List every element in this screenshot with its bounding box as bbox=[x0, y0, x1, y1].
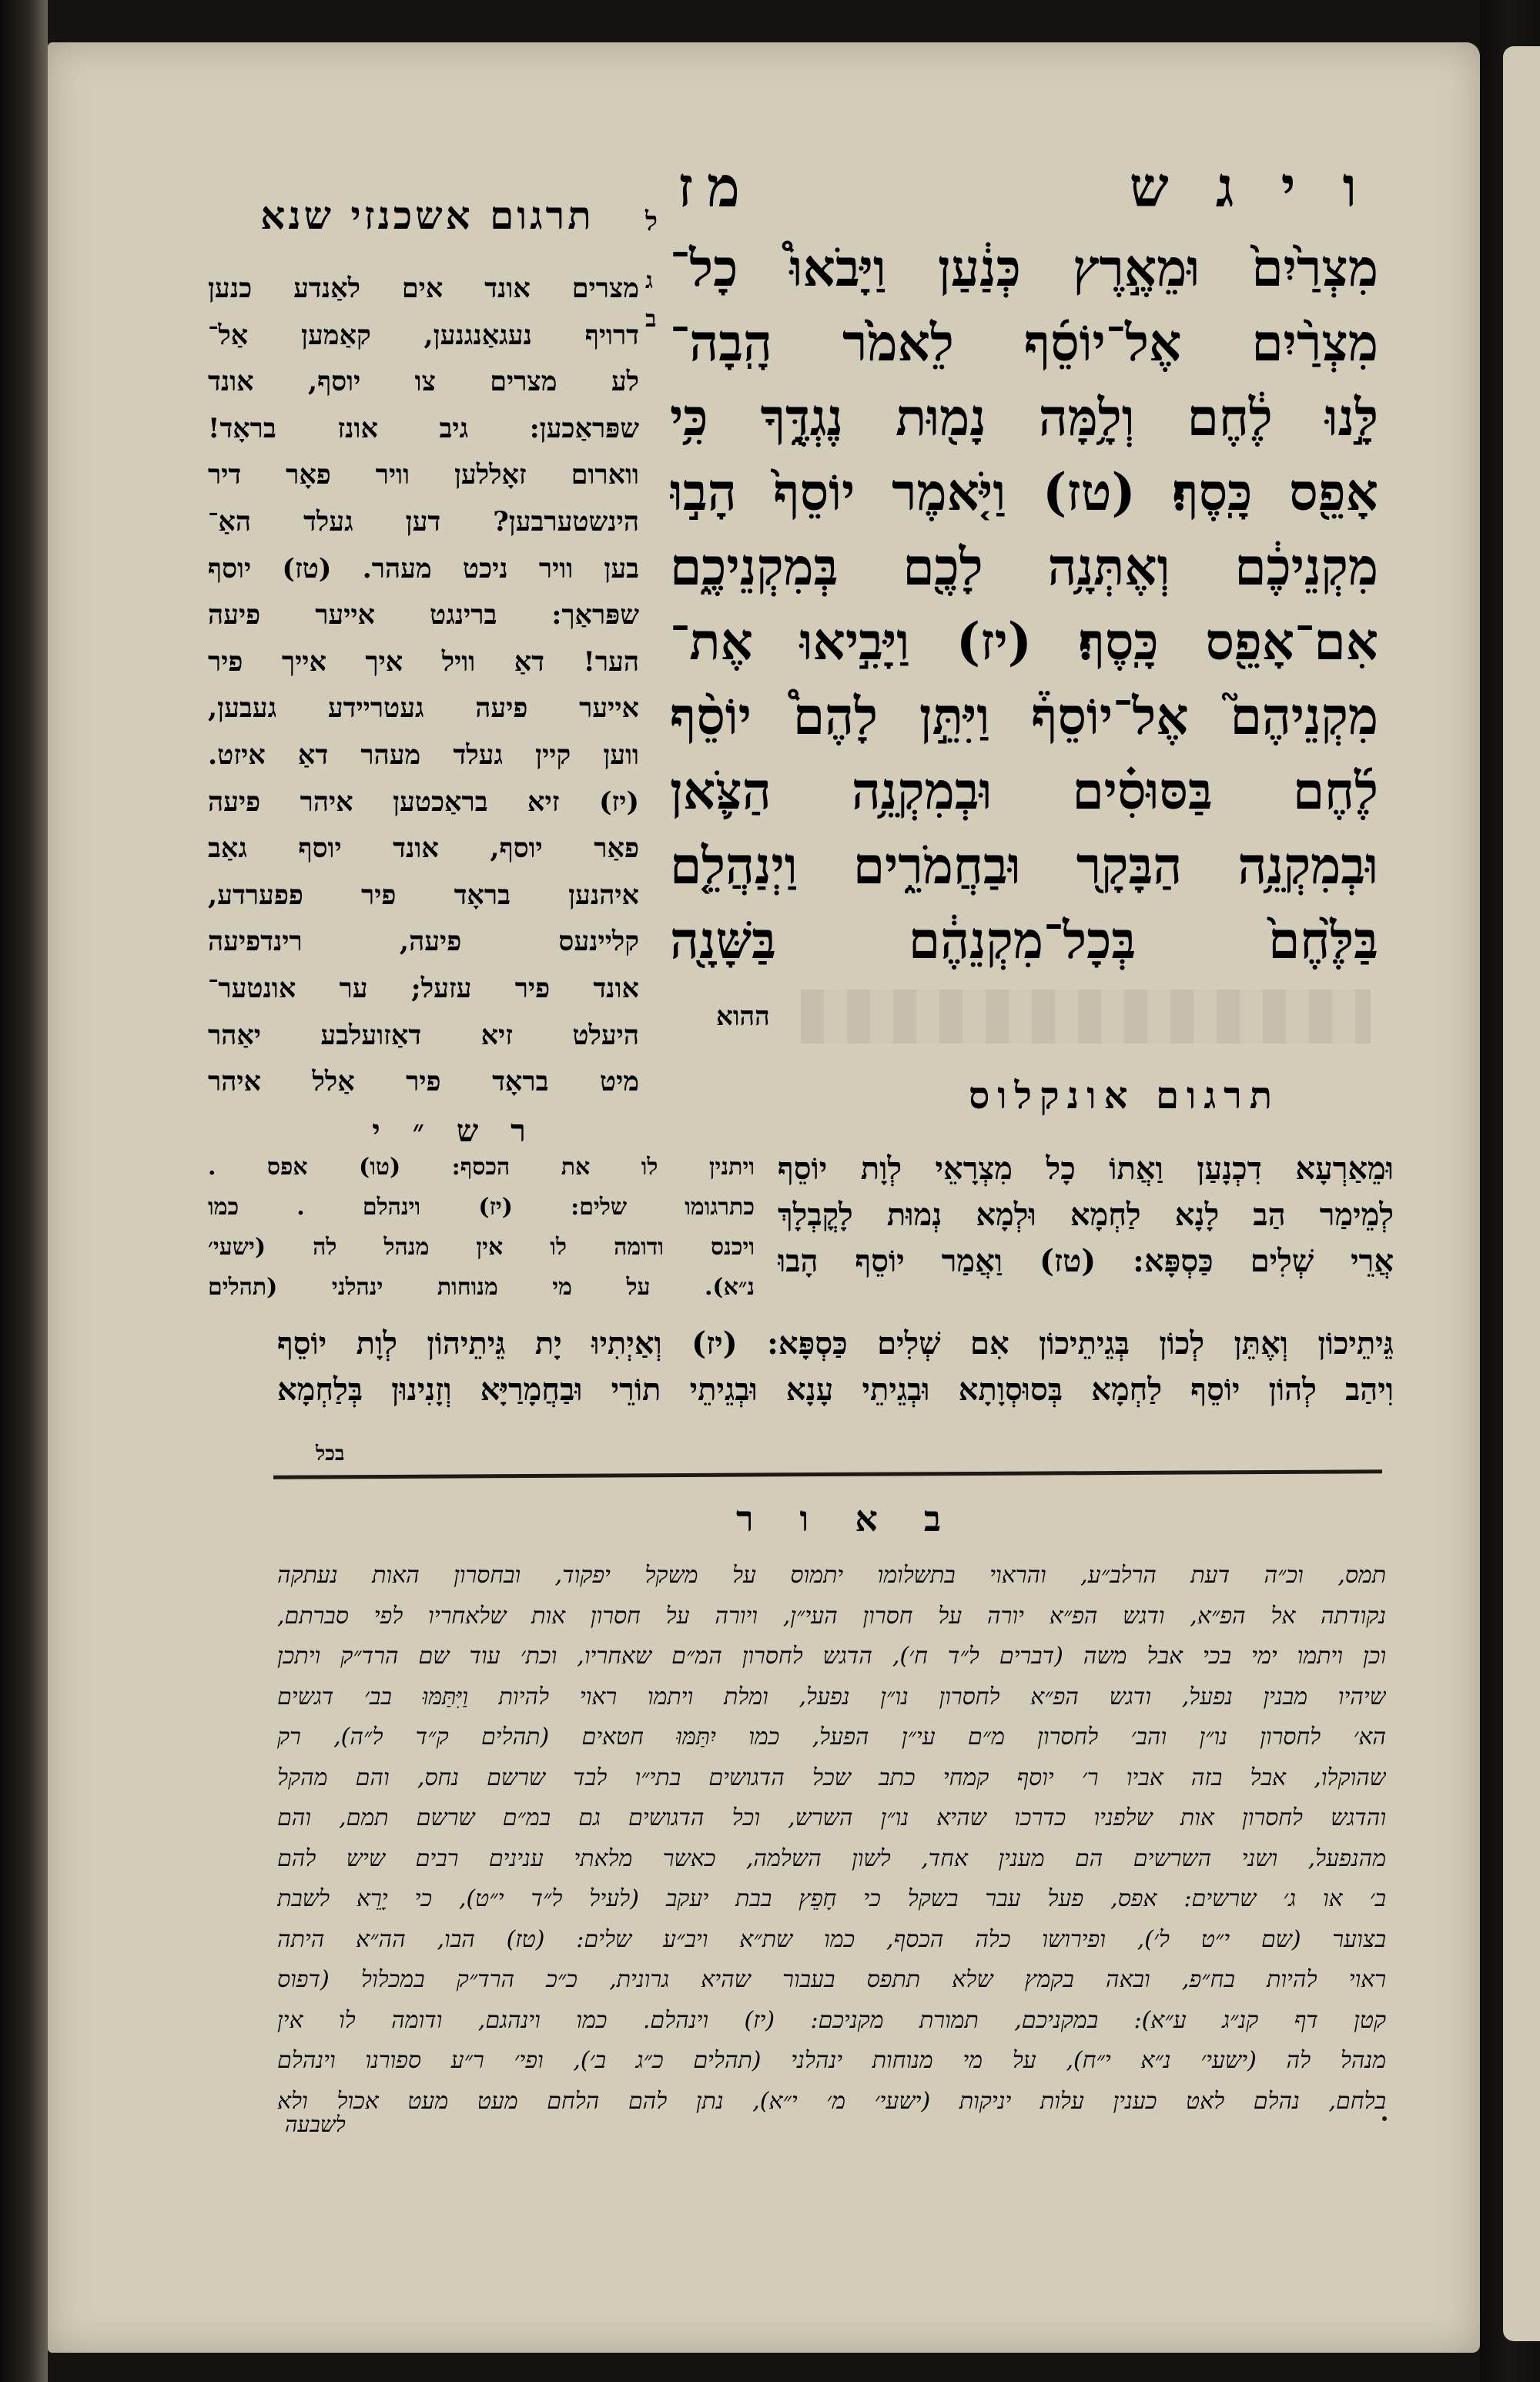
targum-line: שפּראַכען: גיב אונז בראָד! bbox=[208, 412, 639, 444]
biur-line: הא׳ לחסרון נו״ן והב׳ לחסרון מ״ם עי״ן הפעל, כמו יִתַּמּוּ חטאים (תהלים ק״ד ל״ה), רק bbox=[277, 1724, 1386, 1750]
biur-line: מנהל לה (ישעי׳ נ״א י״ח), על מי מנוחות ינהלני (תהלים כ״ג ב׳), ופי׳ ר״ע ספורנו וינהלם bbox=[277, 2047, 1386, 2074]
onkelos-line: וִיהַב לְהוֹן יוֹסֵף לַחְמָא בְּסוּסְוָתָא וּבְגֵיתֵי עָנָא וּבְגֵיתֵי תוֹרֵי וּבַחֲמָרַיָּא וְזָנִינוּן בְּלַחְמָא bbox=[277, 1372, 1394, 1408]
targum-line: היעלט זיא דאַזועלבע יאַהר bbox=[208, 1019, 639, 1051]
verse-mark: ב bbox=[645, 306, 657, 333]
verse-marks bbox=[645, 262, 656, 339]
onkelos-line: אֲרֵי שְׁלִים כַּסְפָּא: (טז) וַאֲמַר יוֹסֵף הָבוּ bbox=[778, 1243, 1394, 1279]
targum-line: קליינעס פיעה, רינדפיעה bbox=[208, 926, 639, 958]
onkelos-text-full-width bbox=[277, 1321, 1394, 1413]
biur-line: ראוי להיות בח״פ, ובאה בקמץ שלא תתפס בעבור שהיא גרונית, כ״כ הרד״ק במכלול (דפוס bbox=[277, 1966, 1386, 1993]
torah-line: וּבְמִקְנֵ֥ה הַבָּקָ֖ר וּבַחֲמֹרִ֑ים וַיְנַהֲלֵ֤ם bbox=[670, 836, 1378, 896]
targum-line: הער! דאַ וויל איך אייך פיר bbox=[208, 645, 639, 678]
verse-mark: ג bbox=[645, 267, 653, 294]
torah-line: בַּלֶּ֙חֶם֙ בְּכָל־מִקְנֵהֶ֔ם בַּשָּׁנָ֖ה bbox=[670, 910, 1378, 970]
targum-line: ווארום זאָללען וויר פאָר דיר bbox=[208, 459, 639, 491]
torah-line: מִקְנֵיכֶ֔ם וְאֶתְּנָ֥ה לָכֶ֖ם בְּמִקְנֵיכֶ֑ם bbox=[670, 537, 1378, 597]
biur-line: והדגש לחסרון אות שלפניו כדרכו שהיא נו״ן השרש, וכל הדגושים גם במ״ם שרשם תמם, והם bbox=[277, 1804, 1386, 1831]
catchword-hahu: ההוא bbox=[716, 1001, 770, 1032]
targum-line: אייער פיעה געטריידע געבען, bbox=[208, 692, 639, 725]
biur-line: מהנפעל, ושני השרשים הם מענין אחד, לשון השלמה, כאשר מלאתי ענינים רבים שיש להם bbox=[277, 1844, 1386, 1872]
biur-line: נקודתה אל הפ״א, ודגש הפ״א יורה על חסרון העי״ן, ויורה על חסרון אות שלאחריו לפי סברתם, bbox=[277, 1602, 1386, 1630]
targum-ashkenazi-title: תרגום אשכנזי שנא bbox=[260, 193, 594, 238]
targum-line: איהנען בראָד פיר פפערדע, bbox=[208, 879, 639, 911]
torah-line: אִם־אָפֵ֖ס כָּֽסֶף׃ (יז) וַיָּבִ֣יאוּ אֶת־ bbox=[670, 611, 1378, 672]
rashi-line: נ״א). על מי מנוחות ינהלני (תהלים bbox=[208, 1274, 755, 1301]
targum-line: אונד פיר עזעל; ער אונטער־ bbox=[208, 972, 639, 1004]
torah-text bbox=[670, 231, 1378, 978]
next-page-edge bbox=[1503, 46, 1540, 2341]
biur-line: תמס, וכ״ה דעת הרלב״ע, והראוי בתשלומו יתמוס על משקל יפקוד, ובחסרון האות נעתקה bbox=[277, 1562, 1386, 1589]
biur-line: שהוקלו, אבל בזה אביו ר׳ יוסף קמחי כתב שכל הדגושים בתי״ו לבד שרשם נחס, והם מהקל bbox=[277, 1764, 1386, 1791]
targum-line: הינשטערבען? דען געלד האַ־ bbox=[208, 505, 639, 538]
torah-line: מִצְרַ֨יִם אֶל־יוֹסֵ֜ף לֵאמֹ֙ר הָֽבָה־ bbox=[670, 313, 1378, 373]
targum-line: פאַר יוסף, אונד יוסף גאַב bbox=[208, 833, 639, 865]
rashi-title: ר ש ״ י bbox=[372, 1113, 537, 1149]
onkelos-line: לְמֵימַר הַב לָנָא לַחְמָא וּלְמָא נְמוּת לָקֳבְלָךְ bbox=[778, 1197, 1394, 1233]
torah-line: לֶ֜חֶם בַּסּוּסִ֗ים וּבְמִקְנֵ֥ה הַצֹּ֛אן bbox=[670, 761, 1378, 821]
onkelos-title: תרגום אונקלוס bbox=[968, 1074, 1281, 1117]
targum-line: מיט בראָד פיר אַלל איהר bbox=[208, 1066, 639, 1098]
biur-line: ב׳ או ג׳ שרשים: אפס, פעל עבר בשקל כי חָפֵץ בבת יעקב (לעיל ל״ד י״ט), כי יָרֵא לשבת bbox=[277, 1885, 1386, 1912]
rashi-line: ויכנס ודומה לו אין מנהל לה (ישעי׳ bbox=[208, 1234, 755, 1261]
torah-line: לָּ֣נוּ לֶ֔חֶם וְלָ֥מָּה נָמ֖וּת נֶגְדֶּ֑ךָ כִּ֥י bbox=[670, 387, 1378, 447]
torah-line: אָפֵ֖ס כָּֽסֶף׃ (טז) וַיֹּ֤אמֶר יוֹסֵף֙ הָב֣וּ bbox=[670, 462, 1378, 522]
targum-line: מצרים אונד אים לאַנדע כנען bbox=[208, 273, 639, 304]
chapter-number: מז bbox=[678, 154, 754, 219]
onkelos-text bbox=[778, 1146, 1394, 1285]
biur-line: בצוער (שם י״ט ל׳), ופירושו כלה הכסף, כמו שת״א ויב״ע שלים: (טז) הבו, הה״א היתה bbox=[277, 1925, 1386, 1953]
parasha-header bbox=[678, 145, 1371, 229]
targum-line: דרויף נעגאַנגנען, קאַמען אַל־ bbox=[208, 319, 639, 351]
targum-line: (יז) זיא בראַכטען איהר פיעה bbox=[208, 786, 639, 818]
biur-text bbox=[277, 1556, 1386, 2122]
torah-line: מִקְנֵיהֶם֮ אֶל־יוֹסֵף֒ וַיִּתֵּ֣ן לָהֶם֩ יוֹסֵ֨ף bbox=[670, 686, 1378, 746]
page-end-dot bbox=[1382, 2116, 1387, 2121]
rashi-text bbox=[208, 1147, 755, 1308]
torah-line: מִצְרַ֙יִם֙ וּמֵאֶ֣רֶץ כְּנַ֔עַן וַיָּבֹאוּ֩ כָל־ bbox=[670, 238, 1378, 298]
biur-line: קטן דף קנ״ג ע״א): במקניכם, תמורת מקניכם: (יז) וינהלם. כמו וינהגם, ודומה לו אין bbox=[277, 2006, 1386, 2034]
targum-ashkenazi-text bbox=[208, 266, 639, 1106]
onkelos-catchword: בכל bbox=[316, 1442, 345, 1466]
biur-catchword: לשבעה bbox=[285, 2112, 346, 2137]
biur-line: שיהיו מבנין נפעל, ודגש הפ״א לחסרון נו״ן נפעל, ומלת ויתמו ראוי להיות וַיִּתַּמּוּ בב׳ דגשים bbox=[277, 1683, 1386, 1710]
rashi-line: ויתנין לו את הכסף: (טו) אפס . bbox=[208, 1154, 755, 1181]
rashi-line: כתרגומו שלים: (יז) וינהלם . כמו bbox=[208, 1194, 755, 1221]
bleed-through-text bbox=[801, 990, 1371, 1044]
targum-line: בען וויר ניכט מעהר. (טז) יוסף bbox=[208, 552, 639, 585]
biur-title: ב א ו ר bbox=[735, 1498, 959, 1539]
biur-line: בלחם, נהלם לאט כענין עלות יניקות (ישעי׳ מ׳ י״א), נתן להם הלחם מעט מעט אכול ולא bbox=[277, 2087, 1386, 2115]
onkelos-line: גֵּיתֵיכוֹן וְאֶתֵּן לְכוֹן בְּגֵיתֵיכוֹן אִם שְׁלִים כַּסְפָּא: (יז) וְאַיְתִיוּ יָת גֵּיתֵיהוֹן לְוָת יוֹסֵף bbox=[277, 1325, 1394, 1362]
book-binding-left bbox=[0, 0, 48, 2382]
parasha-name: ו י ג ש bbox=[1129, 154, 1371, 219]
targum-line: שפּראַך: ברינגט אייער פיעה bbox=[208, 599, 639, 632]
biur-line: וכן ויתמו ימי בכי אבל משה (דברים ל״ד ח׳), הדגש לחסרון המ״ם שאחריו, וכת׳ עוד שם הרד״ק ויתכן bbox=[277, 1643, 1386, 1670]
targum-line: לע מצרים צו יוסף, אונד bbox=[208, 366, 639, 398]
onkelos-line: וּמֵאַרְעָא דִכְנָעַן וַאֲתוֹ כָל מִצְרָאֵי לְוָת יוֹסֵף bbox=[778, 1151, 1394, 1187]
verse-tag: ל bbox=[645, 206, 658, 237]
targum-line: ווען קיין געלד מעהר דאַ איזט. bbox=[208, 739, 639, 771]
